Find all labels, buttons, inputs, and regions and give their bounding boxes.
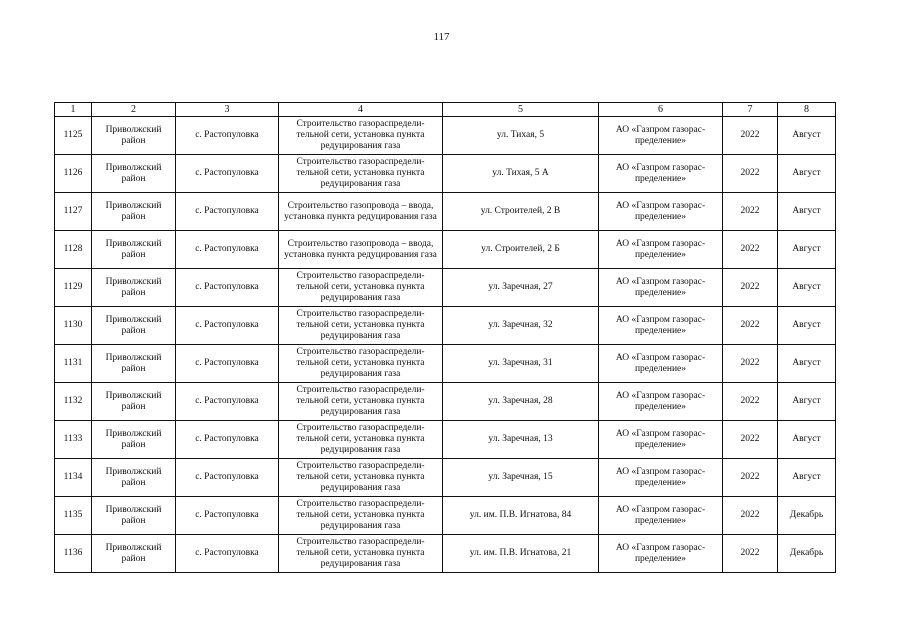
- work-description-cell: Строительство газораспредели-тельной сети, установка пункта редуцирования газа: [279, 269, 443, 307]
- month-cell: Август: [778, 345, 836, 383]
- organization-cell: АО «Газпром газорас-пределение»: [599, 231, 723, 269]
- row-number-cell: 1132: [55, 383, 92, 421]
- settlement-cell: с. Растопуловка: [176, 155, 279, 193]
- header-cell: 5: [443, 103, 599, 117]
- settlement-cell: с. Растопуловка: [176, 497, 279, 535]
- organization-cell: АО «Газпром газорас-пределение»: [599, 155, 723, 193]
- address-cell: ул. им. П.В. Игнатова, 21: [443, 535, 599, 573]
- month-cell: Август: [778, 117, 836, 155]
- year-cell: 2022: [723, 345, 778, 383]
- address-cell: ул. Заречная, 13: [443, 421, 599, 459]
- row-number-cell: 1130: [55, 307, 92, 345]
- address-cell: ул. Заречная, 27: [443, 269, 599, 307]
- month-cell: Август: [778, 421, 836, 459]
- table-row: [55, 193, 836, 231]
- district-cell: Приволжский район: [92, 155, 176, 193]
- address-cell: ул. Заречная, 32: [443, 307, 599, 345]
- header-cell: 1: [55, 103, 92, 117]
- year-cell: 2022: [723, 155, 778, 193]
- header-cell: 6: [599, 103, 723, 117]
- organization-cell: АО «Газпром газорас-пределение»: [599, 497, 723, 535]
- district-cell: Приволжский район: [92, 535, 176, 573]
- organization-cell: АО «Газпром газорас-пределение»: [599, 307, 723, 345]
- month-cell: Август: [778, 459, 836, 497]
- district-cell: Приволжский район: [92, 307, 176, 345]
- district-cell: Приволжский район: [92, 459, 176, 497]
- work-description-cell: Строительство газораспредели-тельной сети, установка пункта редуцирования газа: [279, 383, 443, 421]
- settlement-cell: с. Растопуловка: [176, 383, 279, 421]
- address-cell: ул. им. П.В. Игнатова, 84: [443, 497, 599, 535]
- year-cell: 2022: [723, 535, 778, 573]
- address-cell: ул. Тихая, 5: [443, 117, 599, 155]
- month-cell: Август: [778, 383, 836, 421]
- year-cell: 2022: [723, 193, 778, 231]
- year-cell: 2022: [723, 497, 778, 535]
- gasification-table: [54, 102, 836, 573]
- address-cell: ул. Строителей, 2 В: [443, 193, 599, 231]
- organization-cell: АО «Газпром газорас-пределение»: [599, 421, 723, 459]
- year-cell: 2022: [723, 421, 778, 459]
- header-row: [55, 103, 836, 117]
- month-cell: Август: [778, 269, 836, 307]
- organization-cell: АО «Газпром газорас-пределение»: [599, 345, 723, 383]
- district-cell: Приволжский район: [92, 269, 176, 307]
- work-description-cell: Строительство газораспредели-тельной сети, установка пункта редуцирования газа: [279, 345, 443, 383]
- year-cell: 2022: [723, 307, 778, 345]
- row-number-cell: 1134: [55, 459, 92, 497]
- district-cell: Приволжский район: [92, 193, 176, 231]
- district-cell: Приволжский район: [92, 421, 176, 459]
- row-number-cell: 1129: [55, 269, 92, 307]
- table-row: [55, 535, 836, 573]
- row-number-cell: 1127: [55, 193, 92, 231]
- organization-cell: АО «Газпром газорас-пределение»: [599, 459, 723, 497]
- year-cell: 2022: [723, 117, 778, 155]
- work-description-cell: Строительство газораспредели-тельной сети, установка пункта редуцирования газа: [279, 421, 443, 459]
- table-row: [55, 117, 836, 155]
- organization-cell: АО «Газпром газорас-пределение»: [599, 269, 723, 307]
- settlement-cell: с. Растопуловка: [176, 307, 279, 345]
- settlement-cell: с. Растопуловка: [176, 269, 279, 307]
- settlement-cell: с. Растопуловка: [176, 193, 279, 231]
- table-body: [55, 117, 836, 573]
- district-cell: Приволжский район: [92, 383, 176, 421]
- header-cell: 3: [176, 103, 279, 117]
- row-number-cell: 1126: [55, 155, 92, 193]
- year-cell: 2022: [723, 231, 778, 269]
- table-row: [55, 345, 836, 383]
- table-row: [55, 421, 836, 459]
- page-number: 117: [433, 31, 450, 43]
- header-cell: 2: [92, 103, 176, 117]
- row-number-cell: 1125: [55, 117, 92, 155]
- work-description-cell: Строительство газопровода – ввода, установка пункта редуцирования газа: [279, 193, 443, 231]
- year-cell: 2022: [723, 459, 778, 497]
- settlement-cell: с. Растопуловка: [176, 535, 279, 573]
- year-cell: 2022: [723, 269, 778, 307]
- header-cell: 8: [778, 103, 836, 117]
- month-cell: Декабрь: [778, 535, 836, 573]
- row-number-cell: 1128: [55, 231, 92, 269]
- table-row: [55, 459, 836, 497]
- organization-cell: АО «Газпром газорас-пределение»: [599, 193, 723, 231]
- month-cell: Август: [778, 155, 836, 193]
- work-description-cell: Строительство газораспредели-тельной сети, установка пункта редуцирования газа: [279, 155, 443, 193]
- header-cell: 4: [279, 103, 443, 117]
- district-cell: Приволжский район: [92, 231, 176, 269]
- month-cell: Декабрь: [778, 497, 836, 535]
- settlement-cell: с. Растопуловка: [176, 231, 279, 269]
- table-row: [55, 497, 836, 535]
- district-cell: Приволжский район: [92, 497, 176, 535]
- organization-cell: АО «Газпром газорас-пределение»: [599, 535, 723, 573]
- table-row: [55, 155, 836, 193]
- district-cell: Приволжский район: [92, 117, 176, 155]
- row-number-cell: 1133: [55, 421, 92, 459]
- table-row: [55, 383, 836, 421]
- address-cell: ул. Заречная, 15: [443, 459, 599, 497]
- row-number-cell: 1131: [55, 345, 92, 383]
- settlement-cell: с. Растопуловка: [176, 459, 279, 497]
- organization-cell: АО «Газпром газорас-пределение»: [599, 383, 723, 421]
- work-description-cell: Строительство газопровода – ввода, установка пункта редуцирования газа: [279, 231, 443, 269]
- settlement-cell: с. Растопуловка: [176, 345, 279, 383]
- settlement-cell: с. Растопуловка: [176, 117, 279, 155]
- row-number-cell: 1136: [55, 535, 92, 573]
- month-cell: Август: [778, 193, 836, 231]
- work-description-cell: Строительство газораспредели-тельной сети, установка пункта редуцирования газа: [279, 459, 443, 497]
- month-cell: Август: [778, 231, 836, 269]
- address-cell: ул. Заречная, 31: [443, 345, 599, 383]
- organization-cell: АО «Газпром газорас-пределение»: [599, 117, 723, 155]
- district-cell: Приволжский район: [92, 345, 176, 383]
- work-description-cell: Строительство газораспредели-тельной сети, установка пункта редуцирования газа: [279, 535, 443, 573]
- work-description-cell: Строительство газораспредели-тельной сети, установка пункта редуцирования газа: [279, 117, 443, 155]
- header-cell: 7: [723, 103, 778, 117]
- year-cell: 2022: [723, 383, 778, 421]
- month-cell: Август: [778, 307, 836, 345]
- work-description-cell: Строительство газораспредели-тельной сети, установка пункта редуцирования газа: [279, 307, 443, 345]
- address-cell: ул. Заречная, 28: [443, 383, 599, 421]
- row-number-cell: 1135: [55, 497, 92, 535]
- address-cell: ул. Тихая, 5 А: [443, 155, 599, 193]
- address-cell: ул. Строителей, 2 Б: [443, 231, 599, 269]
- table-row: [55, 231, 836, 269]
- table-row: [55, 269, 836, 307]
- table-row: [55, 307, 836, 345]
- work-description-cell: Строительство газораспредели-тельной сети, установка пункта редуцирования газа: [279, 497, 443, 535]
- settlement-cell: с. Растопуловка: [176, 421, 279, 459]
